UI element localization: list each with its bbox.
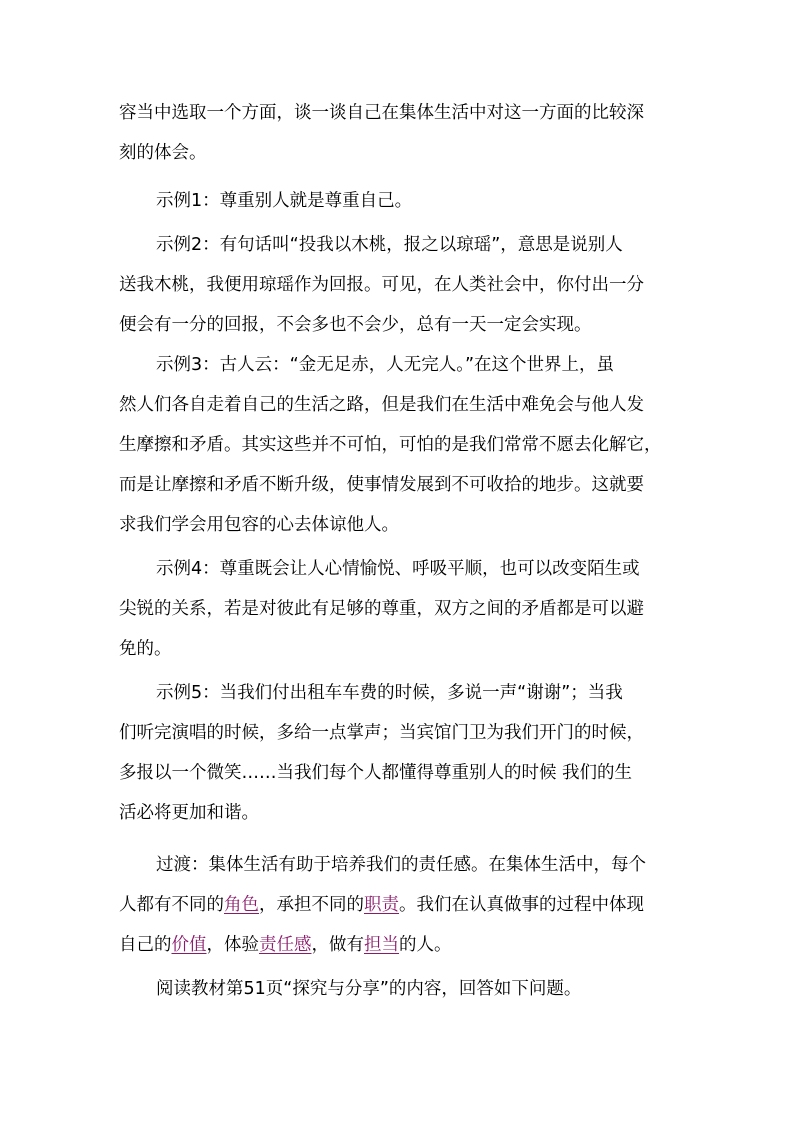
- text-line: 便会有一分的回报，不会多也不会少，总有一天一定会实现。: [119, 315, 592, 335]
- paragraph-continuation: [119, 93, 679, 173]
- paragraph-example-5: [119, 673, 679, 833]
- text-line: 生摩擦和矛盾。其实这些并不可怕，可怕的是我们常常不愿去化解它，: [119, 435, 662, 455]
- text-line: 求我们学会用包容的心去体谅他人。: [119, 515, 399, 535]
- text-line: 多报以一个微笑……当我们每个人都懂得尊重别人的时候 我们的生: [119, 763, 633, 783]
- link-responsibility[interactable]: 责任感: [259, 935, 312, 955]
- text-line: 刻的体会。: [119, 143, 207, 163]
- text-segment: 。我们在认真做事的过程中体现: [399, 895, 644, 915]
- text-line: 然人们各自走着自己的生活之路，但是我们在生活中难免会与他人发: [119, 395, 644, 415]
- link-commitment[interactable]: 担当: [364, 935, 399, 955]
- text-line: 示例2：有句话叫“投我以木桃，报之以琼瑶”，意思是说别人: [156, 235, 623, 255]
- text-line: 而是让摩擦和矛盾不断升级，使事情发展到不可收拾的地步。这就要: [119, 475, 644, 495]
- text-line: 示例3：古人云：“金无足赤，人无完人。”在这个世界上，虽: [156, 355, 615, 375]
- text-line: 阅读教材第51页“探究与分享”的内容，回答如下问题。: [156, 979, 582, 999]
- text-segment: ，做有: [311, 935, 364, 955]
- text-line: 活必将更加和谐。: [119, 803, 259, 823]
- paragraph-reading-instruction: [119, 969, 679, 1009]
- text-segment: 自己的: [119, 935, 172, 955]
- text-segment: ，体验: [206, 935, 259, 955]
- link-duty[interactable]: 职责: [364, 895, 399, 915]
- text-line: 容当中选取一个方面，谈一谈自己在集体生活中对这一方面的比较深: [119, 103, 644, 123]
- paragraph-example-2: [119, 225, 679, 345]
- text-line: 示例4：尊重既会让人心情愉悦、呼吸平顺，也可以改变陌生或: [156, 559, 640, 579]
- link-role[interactable]: 角色: [224, 895, 259, 915]
- paragraph-transition: [119, 845, 679, 965]
- text-segment: 人都有不同的: [119, 895, 224, 915]
- text-line: 示例5：当我们付出租车车费的时候，多说一声“谢谢”；当我: [156, 683, 623, 703]
- text-segment: 的人。: [399, 935, 452, 955]
- paragraph-example-4: [119, 549, 679, 669]
- link-value[interactable]: 价值: [171, 935, 207, 955]
- text-line: [119, 925, 679, 965]
- text-line: 免的。: [119, 639, 172, 659]
- paragraph-example-3: [119, 345, 679, 545]
- text-segment: ，承担不同的: [259, 895, 364, 915]
- text-line: 尖锐的关系，若是对彼此有足够的尊重，双方之间的矛盾都是可以避: [119, 599, 644, 619]
- text-line: 过渡：集体生活有助于培养我们的责任感。在集体生活中，每个: [156, 855, 646, 875]
- text-line: 送我木桃，我便用琼瑶作为回报。可见，在人类社会中，你付出一分: [119, 275, 644, 295]
- paragraph-example-1: [119, 181, 679, 221]
- text-line: 们听完演唱的时候，多给一点掌声；当宾馆门卫为我们开门的时候，: [119, 723, 644, 743]
- text-line: [119, 885, 679, 925]
- text-line: 示例1：尊重别人就是尊重自己。: [156, 191, 413, 211]
